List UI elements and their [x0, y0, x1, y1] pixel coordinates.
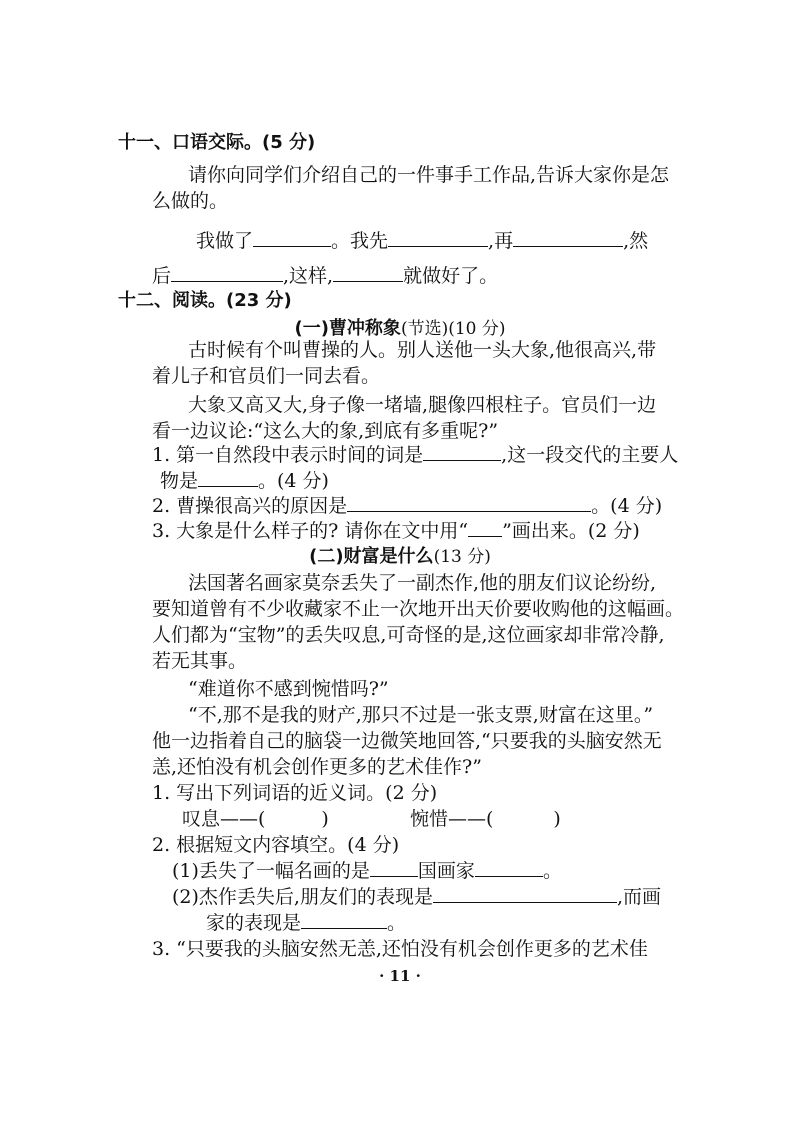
bracket-close: ): [553, 808, 561, 830]
p2-q2-text: 。: [387, 912, 407, 934]
p1-q1-line-2: [160, 468, 329, 494]
answer-blank[interactable]: [433, 884, 617, 903]
p2-q2-item-1: [172, 858, 562, 884]
answer-blank[interactable]: [301, 910, 387, 929]
answer-blank[interactable]: [388, 228, 488, 247]
p1-q1-text: ,这一段交代的主要人: [501, 444, 679, 466]
p2-para-1-line-3: 人们都为“宝物”的丢失叹息,可奇怪的是,这位画家却非常冷静,: [152, 624, 665, 646]
p2-para-3-line-2: 他一边指着自己的脑袋一边微笑地回答,“只要我的头脑安然无: [152, 730, 662, 752]
p2-para-1-line-4: 若无其事。: [152, 650, 248, 672]
s11-text: ,然: [623, 230, 649, 252]
s11-text: 。我先: [331, 230, 389, 252]
p1-q1-text: 。(4 分): [258, 470, 329, 492]
answer-blank[interactable]: [513, 228, 623, 247]
p1-para-1-line-2: 着儿子和官员们一同去看。: [152, 365, 381, 387]
passage-1-title: (一)曹冲称象: [294, 318, 401, 339]
s11-prompt-line-1: 请你向同学们介绍自己的一件事手工作品,告诉大家你是怎: [188, 164, 670, 186]
p2-q3: 3. “只要我的头脑安然无恙,还怕没有机会创作更多的艺术佳: [152, 938, 648, 960]
s11-fill-line-2: [152, 263, 498, 289]
p1-q2-text: 2. 曹操很高兴的原因是: [152, 495, 348, 517]
p1-q3-text: 3. 大象是什么样子的? 请你在文中用“: [152, 520, 469, 542]
s11-fill-line-1: [196, 228, 648, 254]
page-number: · 11 ·: [379, 967, 421, 985]
p1-q3: [152, 518, 640, 544]
bracket-close: ): [321, 808, 329, 830]
s11-text: 就做好了。: [403, 265, 499, 287]
p2-q2-text: 。: [542, 860, 562, 882]
p1-q2: [152, 493, 662, 519]
answer-blank[interactable]: [198, 468, 258, 487]
passage-2-title: (二)财富是什么: [309, 546, 434, 567]
s11-text: ,再: [488, 230, 514, 252]
p2-para-3-line-1: “不,那不是我的财产,那只不过是一张支票,财富在这里。”: [188, 704, 654, 726]
p2-q2-text: 国画家: [417, 860, 475, 882]
passage-1-title-note: (节选)(10 分): [400, 319, 506, 339]
answer-blank[interactable]: [370, 858, 418, 877]
p2-q1: 1. 写出下列词语的近义词。(2 分): [152, 782, 438, 804]
synonym-prompt: 叹息——(: [182, 808, 266, 830]
p2-q2-item-2-line-1: [172, 884, 661, 910]
section-12-heading: 十二、阅读。(23 分): [118, 290, 292, 311]
answer-blank[interactable]: [253, 228, 331, 247]
answer-blank[interactable]: [171, 263, 283, 282]
p2-q2-text: (1)丢失了一幅名画的是: [172, 860, 370, 882]
p1-para-2-line-2: 看一边议论:“这么大的象,到底有多重呢?”: [152, 420, 499, 442]
p2-q2-text: (2)杰作丢失后,朋友们的表现是: [172, 886, 433, 908]
p1-q1-line-1: [152, 442, 678, 468]
p2-para-1-line-2: 要知道曾有不少收藏家不止一次地开出天价要收购他的这幅画。: [152, 598, 685, 620]
passage-2-title-line: [0, 543, 800, 570]
p2-q2-item-2-line-2: [206, 910, 406, 936]
p2-q2-text: 家的表现是: [206, 912, 302, 934]
section-11-heading: 十一、口语交际。(5 分): [118, 132, 316, 153]
p1-q3-text: ”画出来。(2 分): [502, 520, 640, 542]
underline-sample: [468, 518, 502, 537]
synonym-prompt: 惋惜——(: [410, 808, 494, 830]
p1-q1-text: 1. 第一自然段中表示时间的词是: [152, 444, 424, 466]
answer-blank[interactable]: [333, 263, 403, 282]
p1-q1-text: 物是: [160, 470, 199, 492]
s11-text: ,这样,: [283, 265, 334, 287]
passage-2-title-note: (13 分): [433, 547, 491, 567]
p2-q1-word-2: [410, 806, 561, 832]
p2-q1-word-1: [182, 806, 329, 832]
p2-q2: 2. 根据短文内容填空。(4 分): [152, 834, 400, 856]
p2-q2-text: ,而画: [616, 886, 662, 908]
s11-text: 后: [152, 265, 172, 287]
p2-para-3-line-3: 恙,还怕没有机会创作更多的艺术佳作?”: [152, 756, 482, 778]
s11-text: 我做了: [196, 230, 254, 252]
answer-blank[interactable]: [347, 493, 591, 512]
p2-para-2: “难道你不感到惋惜吗?”: [188, 678, 389, 700]
p1-q2-text: 。(4 分): [591, 495, 663, 517]
answer-blank[interactable]: [423, 442, 501, 461]
answer-blank[interactable]: [475, 858, 543, 877]
p2-para-1-line-1: 法国著名画家莫奈丢失了一副杰作,他的朋友们议论纷纷,: [188, 572, 657, 594]
p1-para-2-line-1: 大象又高又大,身子像一堵墙,腿像四根柱子。官员们一边: [188, 394, 657, 416]
p1-para-1-line-1: 古时候有个叫曹操的人。别人送他一头大象,他很高兴,带: [188, 339, 657, 361]
s11-prompt-line-2: 么做的。: [152, 190, 229, 212]
